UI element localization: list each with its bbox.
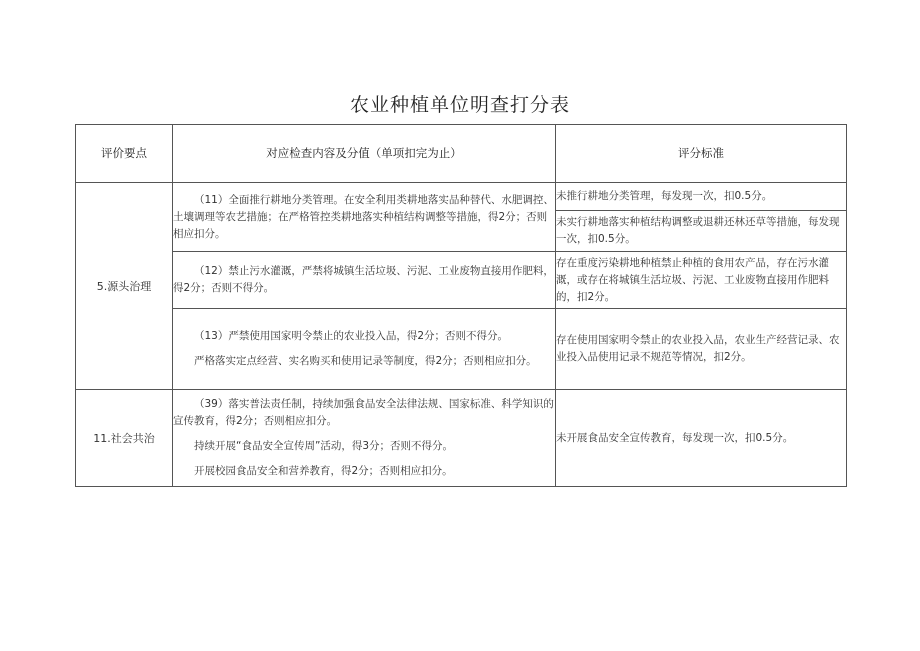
content-paragraph: （13）严禁使用国家明令禁止的农业投入品，得2分；否则不得分。 [194, 330, 509, 342]
table-row [76, 183, 847, 211]
check-content [173, 390, 556, 487]
check-content [173, 309, 556, 390]
table-row [76, 390, 847, 487]
section-key: 5.源头治理 [76, 183, 173, 390]
content-paragraph: （11）全面推行耕地分类管理。在安全利用类耕地落实品种替代、水肥调控、土壤调理等农艺措施；在严格管控类耕地落实种植结构调整等措施，得2分；否则相应扣分。 [173, 193, 554, 240]
check-content [173, 183, 556, 252]
criteria-cell: 存在使用国家明令禁止的农业投入品，农业生产经营记录、农业投入品使用记录不规范等情况，扣2分。 [556, 309, 847, 390]
table-header-row [76, 125, 847, 183]
page-title: 农业种植单位明查打分表 [349, 94, 570, 116]
table-row [76, 309, 847, 390]
header-content: 对应检查内容及分值（单项扣完为止） [173, 125, 556, 183]
table-row [76, 252, 847, 309]
criteria-cell: 未实行耕地落实种植结构调整或退耕还林还草等措施，每发现一次，扣0.5分。 [556, 211, 847, 252]
content-paragraph: 持续开展“食品安全宣传周”活动，得3分；否则不得分。 [194, 440, 454, 452]
content-paragraph: 开展校园食品安全和营养教育，得2分；否则相应扣分。 [194, 465, 453, 477]
section-key: 11.社会共治 [76, 390, 173, 487]
criteria-cell: 存在重度污染耕地种植禁止种植的食用农产品，存在污水灌溉，或存在将城镇生活垃圾、污泥、工业废物直接用作肥料的，扣2分。 [556, 252, 847, 309]
content-paragraph: 严格落实定点经营、实名购买和使用记录等制度，得2分；否则相应扣分。 [194, 355, 537, 367]
check-content [173, 252, 556, 309]
content-paragraph: （12）禁止污水灌溉，严禁将城镇生活垃圾、污泥、工业废物直接用作肥料，得2分；否则不得分。 [173, 265, 554, 294]
criteria-cell: 未开展食品安全宣传教育，每发现一次，扣0.5分。 [556, 390, 847, 487]
criteria-cell: 未推行耕地分类管理，每发现一次，扣0.5分。 [556, 183, 847, 211]
score-table [75, 124, 847, 487]
content-paragraph: （39）落实普法责任制，持续加强食品安全法律法规、国家标准、科学知识的宣传教育，得2分；否则相应扣分。 [173, 398, 554, 427]
header-criteria: 评分标准 [556, 125, 847, 183]
header-key-point: 评价要点 [76, 125, 173, 183]
